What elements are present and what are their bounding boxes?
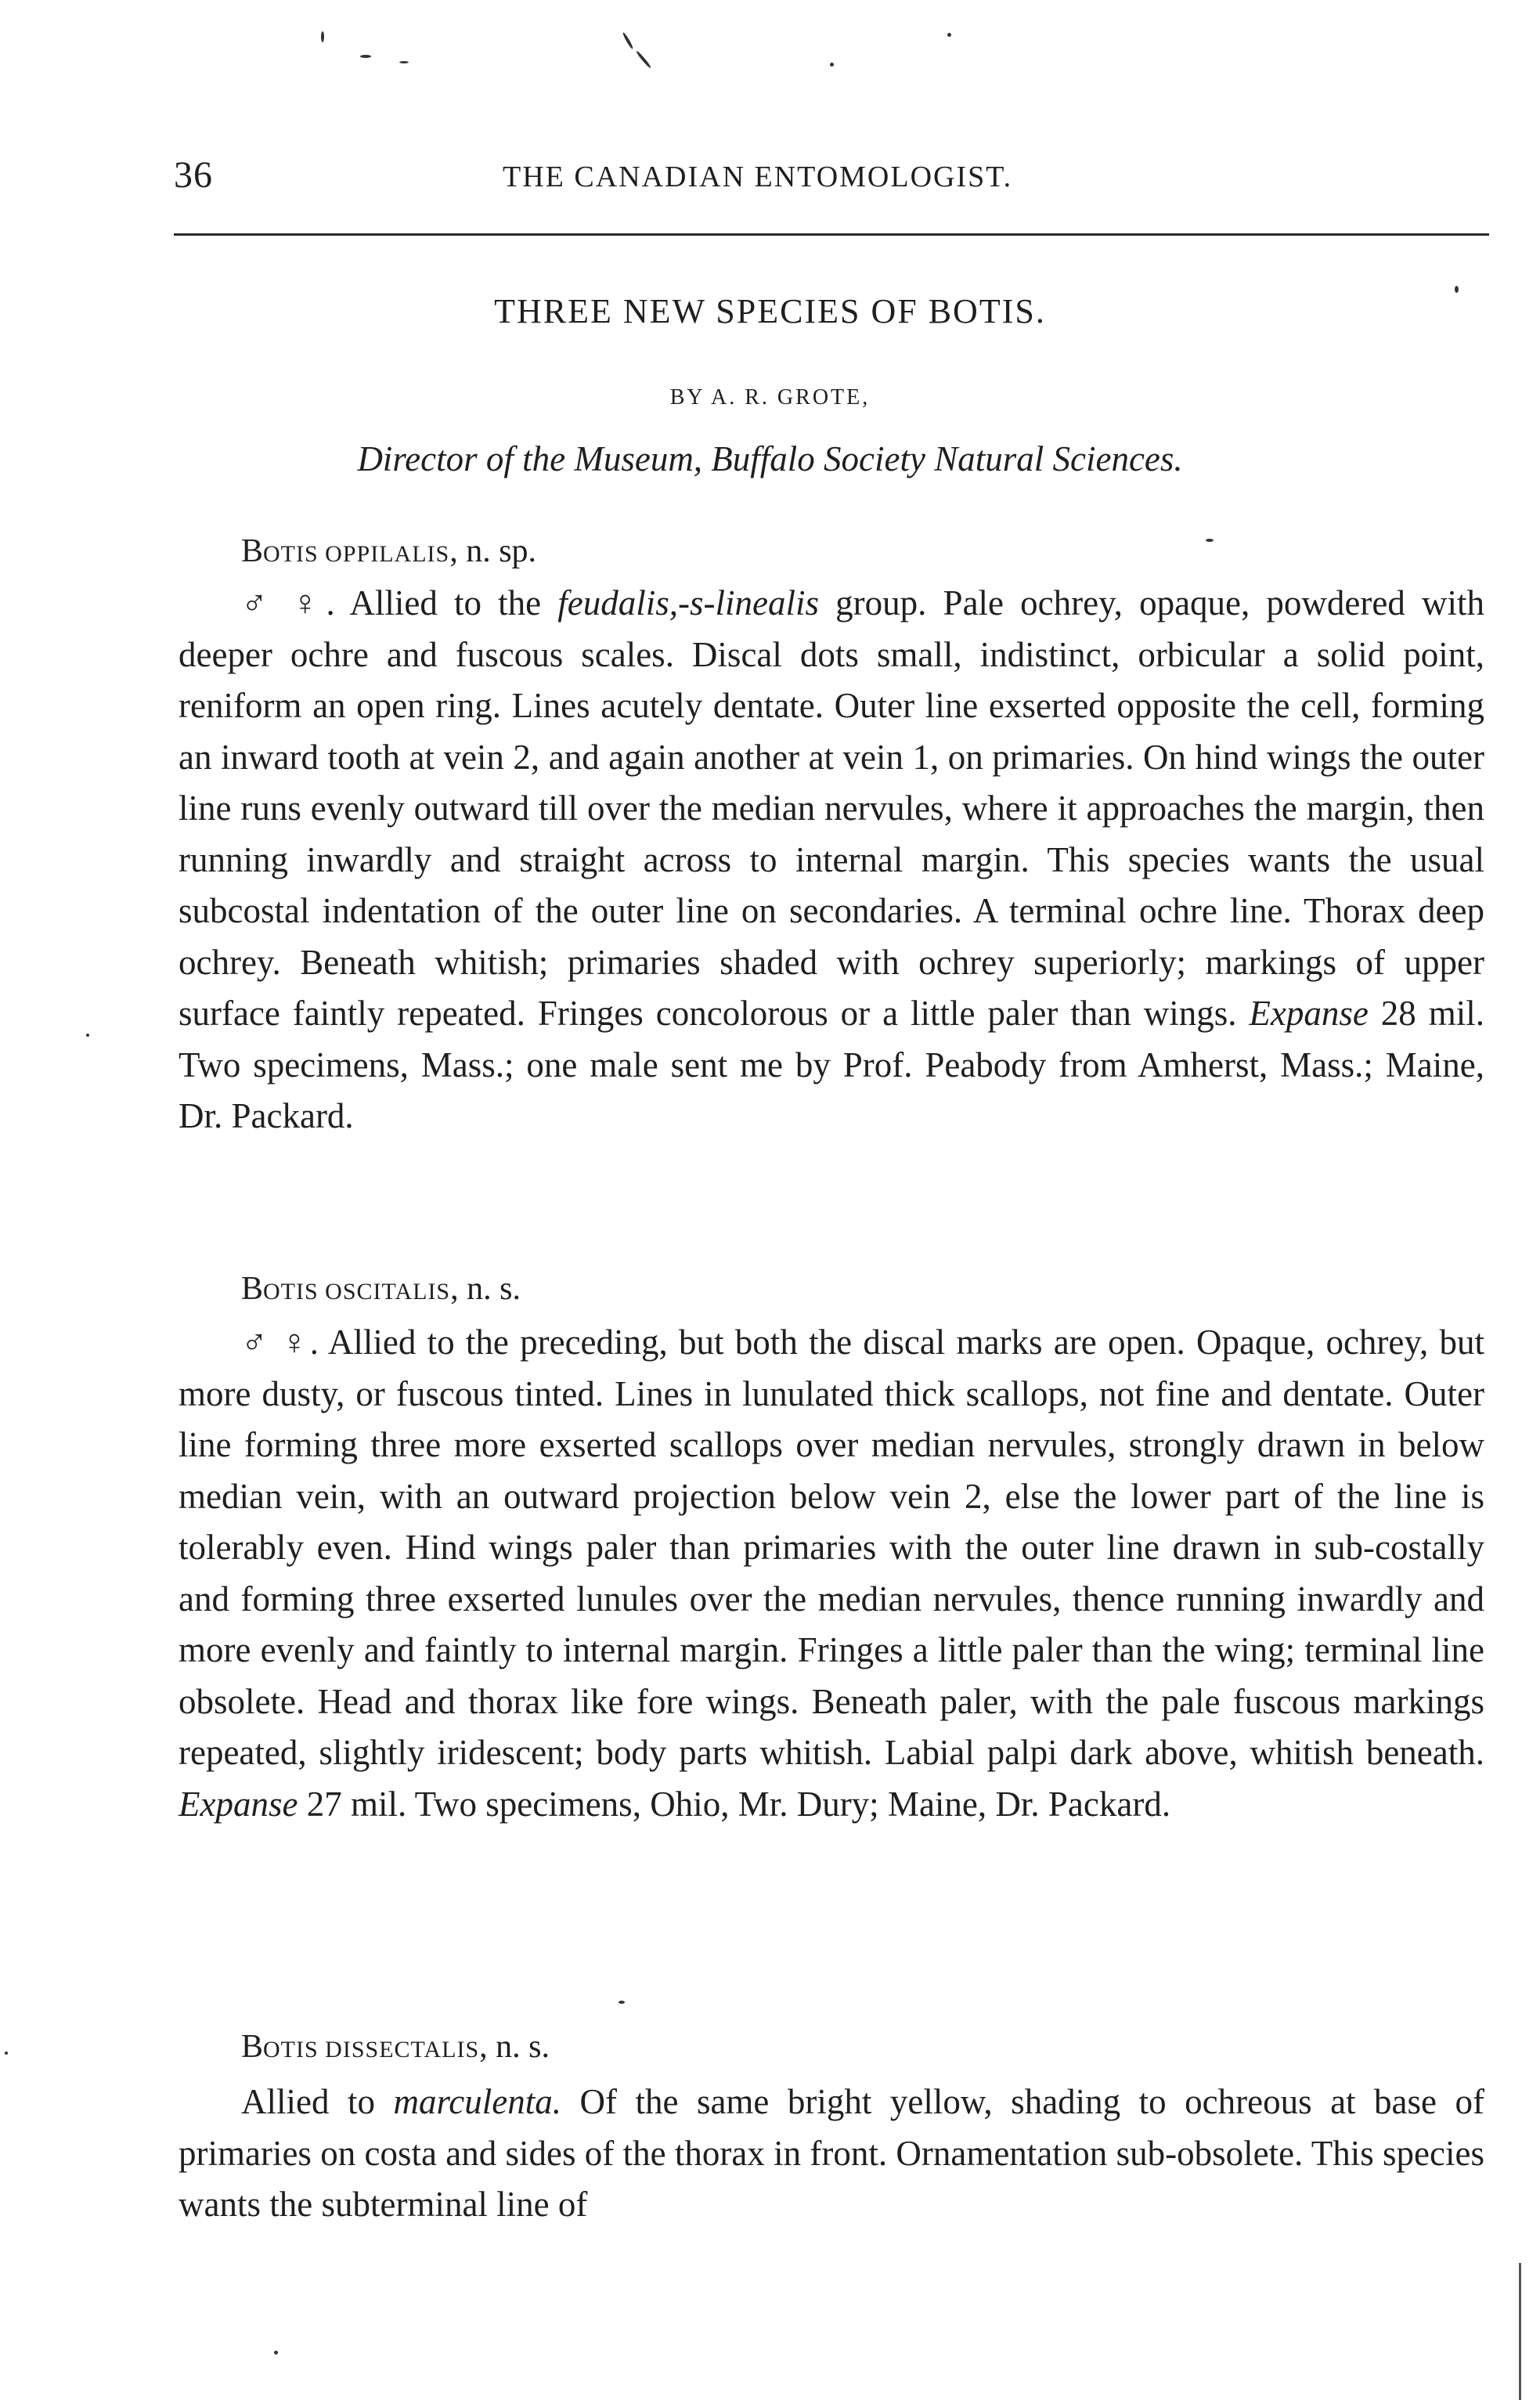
heading-initial: B (241, 2029, 264, 2065)
scan-speck (1455, 286, 1459, 293)
expanse-label: Expanse (1249, 994, 1369, 1033)
description-text: 28 mil. Two specimens, Mass.; one male sent me by Prof. Peabody from Amherst, Mass.; Maine, Dr. Packard. (179, 994, 1484, 1135)
scan-speck (86, 1034, 89, 1037)
species-description-oscitalis (179, 1317, 1484, 1830)
scan-speck (635, 50, 651, 69)
expanse-label: Expanse (179, 1784, 298, 1824)
heading-small-caps: OTIS DISSECTALIS (263, 2037, 480, 2063)
scan-speck (360, 55, 371, 58)
species-heading-dissectalis (241, 2028, 550, 2066)
description-text: Of the same bright yellow, shading to ochreous at base of primaries on costa and sides of the thorax in front. Ornamentation sub-obsolete. This species wants the subterminal line of (179, 2082, 1484, 2224)
header-rule (174, 233, 1489, 236)
article-title: THREE NEW SPECIES OF BOTIS. (494, 292, 1046, 330)
species-heading-oscitalis (241, 1270, 521, 1308)
sex-symbols: ♂ ♀. (241, 1323, 319, 1362)
heading-suffix: , n. s. (479, 2029, 550, 2065)
description-text: Allied to the (334, 583, 558, 623)
page-header (174, 153, 1489, 208)
running-head: THE CANADIAN ENTOMOLOGIST. (503, 161, 1013, 193)
description-italic: feudalis,-s-linealis (557, 583, 820, 623)
species-description-oppilalis (179, 578, 1484, 1142)
description-italic: marculenta. (393, 2082, 562, 2121)
description-text: Allied to (241, 2082, 394, 2121)
species-description-dissectalis (179, 2077, 1484, 2231)
author-affiliation: Director of the Museum, Buffalo Society Natural Sciences. (357, 439, 1183, 478)
scan-speck (619, 2001, 625, 2004)
scan-speck (274, 2351, 278, 2355)
scan-speck (321, 31, 324, 42)
heading-small-caps: OTIS OSCITALIS (263, 1279, 451, 1305)
page-number: 36 (174, 154, 213, 196)
heading-small-caps: OTIS OPPILALIS (263, 541, 450, 567)
description-text: Allied to the preceding, but both the discal marks are open. Opaque, ochrey, but more dusty, or fuscous tinted. Lines in lunulated thick scallops, not fine and dentate. Outer line forming three more exserted scallops over median nervules, strongly drawn in below median vein, with an outward projection below vein 2, else the lower part of the line is tolerably even. Hind wings paler than primaries with the outer line drawn in sub-costally and forming three exserted lunules over the median nervules, thence running inwardly and more evenly and faintly to internal margin. Fringes a little paler than the wing; terminal line obsolete. Head and thorax like fore wings. Beneath paler, with the pale fuscous markings repeated, slightly iridescent; body parts whitish. Labial palpi dark above, whitish beneath. (179, 1323, 1484, 1772)
scan-speck (1206, 539, 1214, 542)
heading-initial: B (241, 1271, 264, 1307)
scan-speck (5, 2052, 8, 2055)
sex-symbols: ♂ ♀. (241, 583, 335, 623)
scan-speck (830, 63, 834, 67)
article-byline: BY A. R. GROTE, (669, 385, 871, 410)
species-heading-oppilalis (241, 532, 536, 570)
description-text: group. Pale ochrey, opaque, powdered with deeper ochre and fuscous scales. Discal dots small, indistinct, orbicular a solid point, reniform an open ring. Lines acutely dentate. Outer line exserted opposite the cell, forming an inward tooth at vein 2, and again another at vein 1, on primaries. On hind wings the outer line runs evenly outward till over the median nervules, where it approaches the margin, then running inwardly and straight across to internal margin. This species wants the usual subcostal indentation of the outer line on secondaries. A terminal ochre line. Thorax deep ochrey. Beneath whitish; primaries shaded with ochrey superiorly; markings of upper surface faintly repeated. Fringes concolorous or a little paler than wings. (179, 583, 1485, 1033)
heading-initial: B (241, 533, 264, 569)
heading-suffix: , n. sp. (449, 533, 537, 569)
description-text: 27 mil. Two specimens, Ohio, Mr. Dury; Maine, Dr. Packard. (298, 1784, 1171, 1824)
scan-speck (947, 33, 951, 37)
page-edge-shadow (1519, 2263, 1521, 2400)
heading-suffix: , n. s. (450, 1271, 521, 1307)
scan-speck (622, 32, 633, 50)
scan-speck (399, 61, 409, 63)
